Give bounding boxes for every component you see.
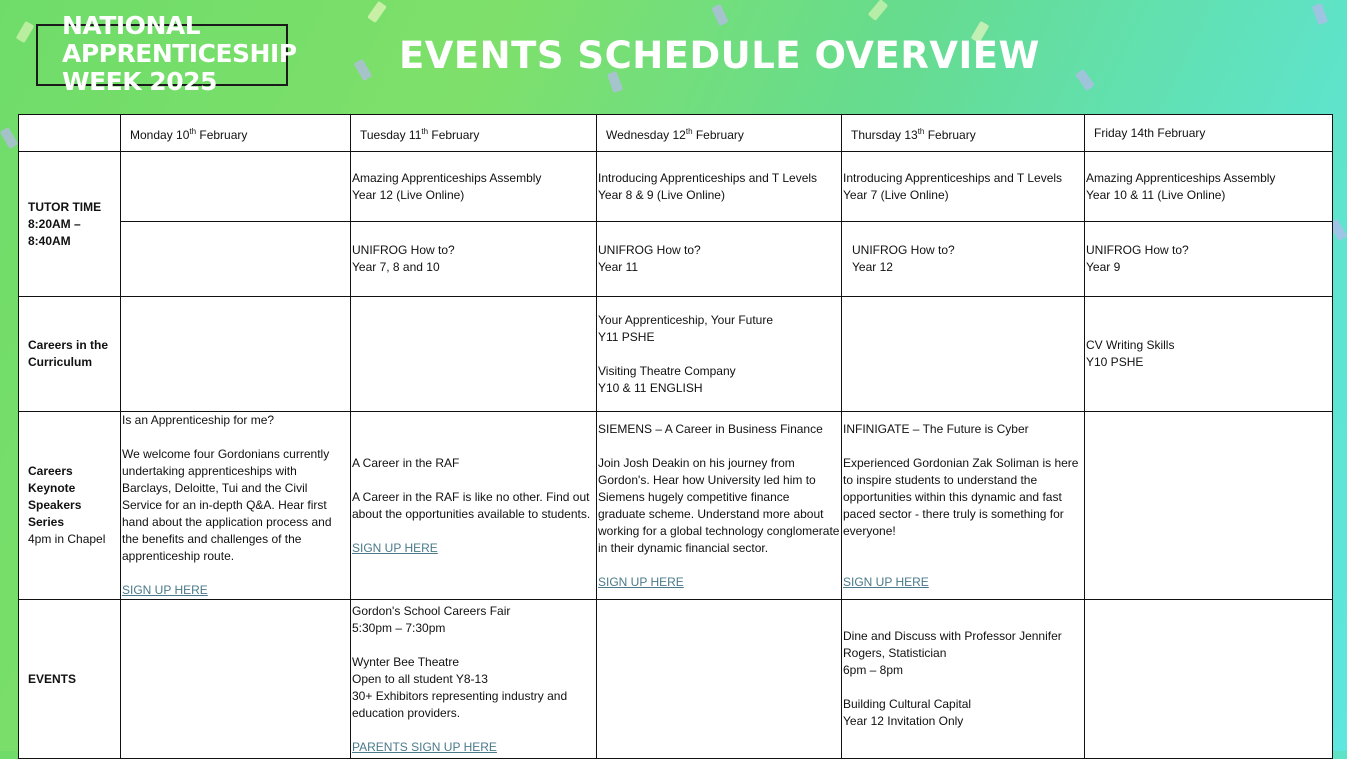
cell-wed-events [597,600,842,759]
cell-thu-curriculum [842,297,1085,412]
cell-tue-keynote: A Career in the RAF A Career in the RAF is like no other. Find out about the opportunities available to students. SIGN UP HERE [351,412,597,600]
cell-wed-tutor-1: Introducing Apprenticeships and T Levels Year 8 & 9 (Live Online) [597,152,842,222]
cell-fri-tutor-2: UNIFROG How to? Year 9 [1085,222,1333,297]
cell-fri-curriculum: CV Writing Skills Y10 PSHE [1085,297,1333,412]
confetti-decoration [711,4,729,26]
cell-fri-keynote [1085,412,1333,600]
sign-up-link-tuesday[interactable]: SIGN UP HERE [352,540,438,555]
cell-wed-keynote: SIEMENS – A Career in Business Finance Join Josh Deakin on his journey from Gordon's. Hear how University led him to Siemens hugely competitive finance graduate scheme. Understand more about working for a global technology conglomerate in their dynamic financial sector. SIGN UP HERE [597,412,842,600]
keynote-row [19,412,1333,600]
logo-line: NATIONAL [62,11,201,40]
cell-wed-curriculum: Your Apprenticeship, Your Future Y11 PSHE Visiting Theatre Company Y10 & 11 ENGLISH [597,297,842,412]
header-row [19,115,1333,152]
sign-up-link-thursday[interactable]: SIGN UP HERE [843,574,929,589]
cell-mon-keynote: Is an Apprenticeship for me? We welcome four Gordonians currently undertaking apprenticeships with Barclays, Deloitte, Tui and the Civil Service for an in-depth Q&A. Hear first hand about the application process and the benefits and challenges of the apprenticeship route. SIGN UP HERE [121,412,351,600]
cell-thu-events: Dine and Discuss with Professor Jennifer Rogers, Statistician 6pm – 8pm Building Cultural Capital Year 12 Invitation Only [842,600,1085,759]
page-title: EVENTS SCHEDULE OVERVIEW [399,34,1040,77]
sign-up-link-monday[interactable]: SIGN UP HERE [122,583,208,597]
confetti-decoration [1312,3,1328,25]
curriculum-row [19,297,1333,412]
sign-up-link-wednesday[interactable]: SIGN UP HERE [598,574,684,589]
row-label-tutor-time: TUTOR TIME 8:20AM – 8:40AM [19,152,121,297]
events-row [19,600,1333,759]
cell-mon-curriculum [121,297,351,412]
confetti-decoration [16,21,35,43]
row-label-keynote: Careers Keynote Speakers Series 4pm in Chapel [19,412,121,600]
cell-tue-tutor-2: UNIFROG How to? Year 7, 8 and 10 [351,222,597,297]
schedule-table [18,114,1333,759]
cell-thu-tutor-2: UNIFROG How to? Year 12 [842,222,1085,297]
row-label-curriculum: Careers in the Curriculum [19,297,121,412]
cell-tue-events: Gordon's School Careers Fair 5:30pm – 7:30pm Wynter Bee Theatre Open to all student Y8-13 30+ Exhibitors representing industry and education providers. PARENTS SIGN UP HERE [351,600,597,759]
confetti-decoration [354,59,373,81]
tutor-unifrog-row [19,222,1333,297]
corner-cell [19,115,121,152]
confetti-decoration [367,1,387,23]
parents-sign-up-link[interactable]: PARENTS SIGN UP HERE [352,739,497,754]
confetti-decoration [0,127,18,149]
tutor-assembly-row [19,152,1333,222]
cell-wed-tutor-2: UNIFROG How to? Year 11 [597,222,842,297]
cell-mon-events [121,600,351,759]
day-header-tuesday: Tuesday 11th February [351,115,597,152]
logo [62,12,297,96]
cell-tue-tutor-1: Amazing Apprenticeships Assembly Year 12 (Live Online) [351,152,597,222]
cell-fri-events [1085,600,1333,759]
confetti-decoration [868,0,889,21]
cell-fri-tutor-1: Amazing Apprenticeships Assembly Year 10 & 11 (Live Online) [1085,152,1333,222]
confetti-decoration [1075,69,1095,91]
day-header-monday: Monday 10th February [121,115,351,152]
cell-thu-tutor-1: Introducing Apprenticeships and T Levels Year 7 (Live Online) [842,152,1085,222]
cell-mon-tutor-1 [121,152,351,222]
day-header-friday: Friday 14th February [1085,115,1333,152]
logo-line: WEEK 2025 [62,67,217,96]
day-header-thursday: Thursday 13th February [842,115,1085,152]
cell-tue-curriculum [351,297,597,412]
logo-line: APPRENTICESHIP [62,39,297,68]
cell-mon-tutor-2 [121,222,351,297]
cell-thu-keynote: INFINIGATE – The Future is Cyber Experienced Gordonian Zak Soliman is here to inspire students to understand the opportunities within this dynamic and fast paced sector - there truly is something for everyone! SIGN UP HERE [842,412,1085,600]
day-header-wednesday: Wednesday 12th February [597,115,842,152]
row-label-events: EVENTS [19,600,121,759]
